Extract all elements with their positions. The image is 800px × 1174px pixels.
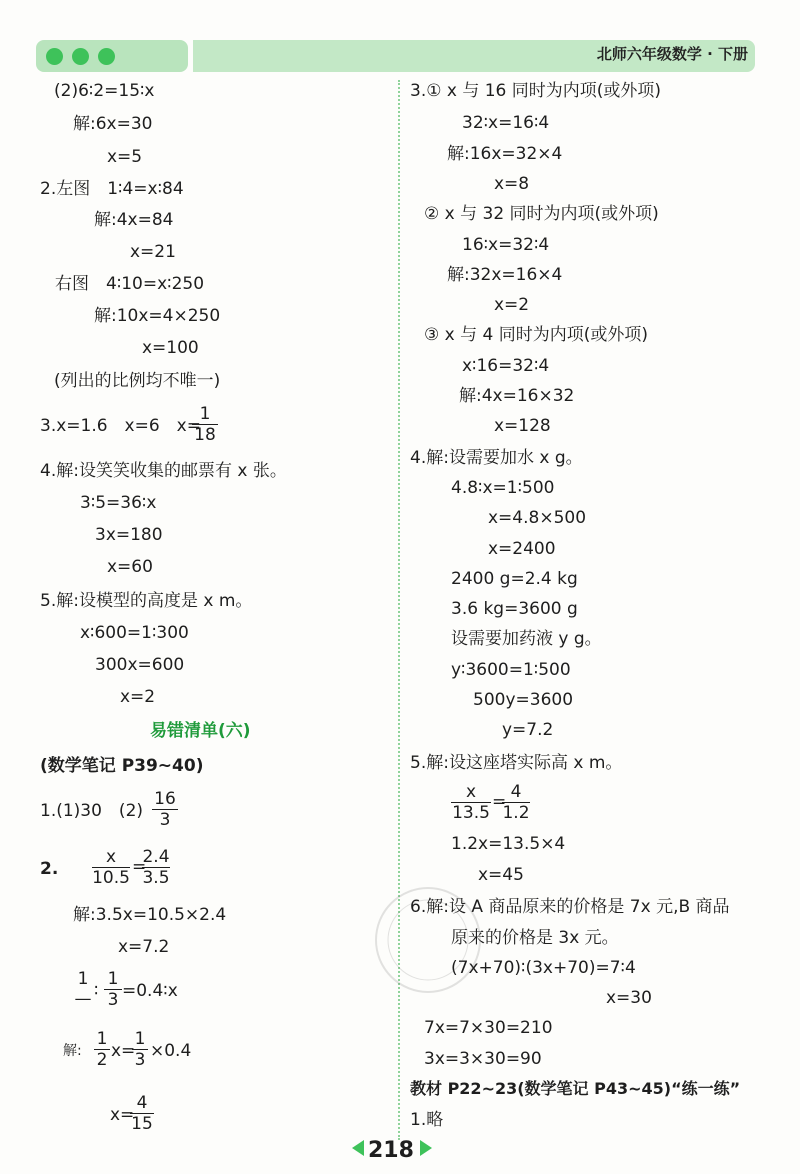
section-title: 易错清单(六) xyxy=(150,721,251,741)
equals-sign: = xyxy=(492,792,507,812)
answer-line: 3.x=1.6 x=6 x= xyxy=(40,416,201,436)
fraction: $\frac{4}{15}$ xyxy=(131,1093,153,1134)
fraction: $\frac{2.4}{3.5}$ xyxy=(142,847,170,888)
answer-line: 右图 4∶10=x∶250 xyxy=(55,274,205,294)
answer-line: 2. xyxy=(40,859,59,879)
answer-line: =0.4∶x xyxy=(122,981,178,1001)
answer-line: 6.解:设 A 商品原来的价格是 7x 元,B 商品 xyxy=(410,897,730,917)
answer-line: x=2400 xyxy=(488,539,556,559)
answer-line: 解:32x=16×4 xyxy=(447,265,563,285)
answer-line: ③ x 与 4 同时为内项(或外项) xyxy=(424,325,648,345)
watermark-stamp xyxy=(368,880,488,1000)
answer-line: x=45 xyxy=(478,865,524,885)
answer-line: 3x=180 xyxy=(95,525,163,545)
answer-line: 300x=600 xyxy=(95,655,185,675)
answer-line: x= xyxy=(111,1041,136,1061)
fraction: $\frac{4}{1.2}$ xyxy=(502,782,530,823)
answer-line: x∶16=32∶4 xyxy=(462,356,550,376)
answer-line: (7x+70)∶(3x+70)=7∶4 xyxy=(451,958,636,978)
answer-line: 解:16x=32×4 xyxy=(447,144,563,164)
answer-line: x∶600=1∶300 xyxy=(80,623,189,643)
answer-line: 1.2x=13.5×4 xyxy=(451,834,566,854)
answer-line: ② x 与 32 同时为内项(或外项) xyxy=(424,204,659,224)
answer-line: 4.解:设需要加水 x g。 xyxy=(410,448,583,468)
answer-line: x=4.8×500 xyxy=(488,508,587,528)
answer-line: 2.左图 1∶4=x∶84 xyxy=(40,179,184,199)
answer-line: x=8 xyxy=(494,174,530,194)
fraction: 1 — xyxy=(74,969,92,1009)
arrow-right-icon xyxy=(420,1140,432,1156)
answer-line: 5.解:设模型的高度是 x m。 xyxy=(40,591,253,611)
answer-line: x=60 xyxy=(107,557,153,577)
answer-line: 4.解:设笑笑收集的邮票有 x 张。 xyxy=(40,461,287,481)
answer-line: 解:4x=84 xyxy=(94,210,174,230)
answer-line: 1.(1)30 (2) xyxy=(40,801,144,821)
answer-line: 原来的价格是 3x 元。 xyxy=(451,928,619,948)
answer-line: x=128 xyxy=(494,416,551,436)
ratio-colon: ∶ xyxy=(94,981,99,1001)
fraction: $\frac{1}{3}$ xyxy=(104,969,122,1010)
answer-line: x=7.2 xyxy=(118,937,170,957)
answer-line: 解:6x=30 xyxy=(73,114,153,134)
green-dot-icon xyxy=(46,48,63,65)
equals-sign: = xyxy=(132,857,147,877)
arrow-left-icon xyxy=(352,1140,364,1156)
answer-line: 5.解:设这座塔实际高 x m。 xyxy=(410,753,623,773)
fraction: $\frac{x}{10.5}$ xyxy=(92,847,130,888)
answer-line: y=7.2 xyxy=(502,720,554,740)
answer-line: x=2 xyxy=(494,295,530,315)
answer-line: 7x=7×30=210 xyxy=(424,1018,553,1038)
fraction: $\frac{1}{3}$ xyxy=(132,1029,148,1070)
fraction: $\frac{x}{13.5}$ xyxy=(452,782,490,823)
green-dot-icon xyxy=(98,48,115,65)
answer-line: x=2 xyxy=(120,687,156,707)
answer-line: x=5 xyxy=(107,147,143,167)
answer-line: 3∶5=36∶x xyxy=(80,493,157,513)
answer-line: 解:3.5x=10.5×2.4 xyxy=(73,905,227,925)
answer-line: 2400 g=2.4 kg xyxy=(451,569,578,589)
answer-line: 3.① x 与 16 同时为内项(或外项) xyxy=(410,81,662,101)
answer-line: 32∶x=16∶4 xyxy=(462,113,550,133)
answer-line: 设需要加药液 y g。 xyxy=(451,629,602,649)
answer-line: 解:10x=4×250 xyxy=(94,306,221,326)
textbook-reference: 教材 P22~23(数学笔记 P43~45)“练一练” xyxy=(410,1079,741,1098)
answer-line: 1.略 xyxy=(410,1110,444,1130)
answer-line: 3x=3×30=90 xyxy=(424,1049,542,1069)
answer-line: 16∶x=32∶4 xyxy=(462,235,550,255)
answer-line: x=21 xyxy=(130,242,176,262)
answer-line: 3.6 kg=3600 g xyxy=(451,599,578,619)
answer-line: 500y=3600 xyxy=(473,690,574,710)
answer-line: x=30 xyxy=(606,988,652,1008)
answer-line: y∶3600=1∶500 xyxy=(451,660,571,680)
answer-line: x= xyxy=(110,1105,135,1125)
answer-note: (列出的比例均不唯一) xyxy=(54,371,221,391)
answer-line: 解:4x=16×32 xyxy=(459,386,575,406)
fraction: $\frac{1}{2}$ xyxy=(94,1029,110,1070)
answer-line: ×0.4 xyxy=(150,1041,192,1061)
fraction: $\frac{16}{3}$ xyxy=(152,789,178,830)
section-reference: (数学笔记 P39~40) xyxy=(40,756,204,776)
page-number: 218 xyxy=(368,1138,414,1163)
answer-line: x=100 xyxy=(142,338,199,358)
answer-line: (2)6∶2=15∶x xyxy=(54,81,155,101)
answer-line: 解: xyxy=(63,1043,82,1059)
answer-line: 4.8∶x=1∶500 xyxy=(451,478,555,498)
green-dot-icon xyxy=(72,48,89,65)
fraction: $\frac{1}{18}$ xyxy=(192,404,218,445)
book-title: 北师六年级数学 · 下册 xyxy=(596,45,748,63)
